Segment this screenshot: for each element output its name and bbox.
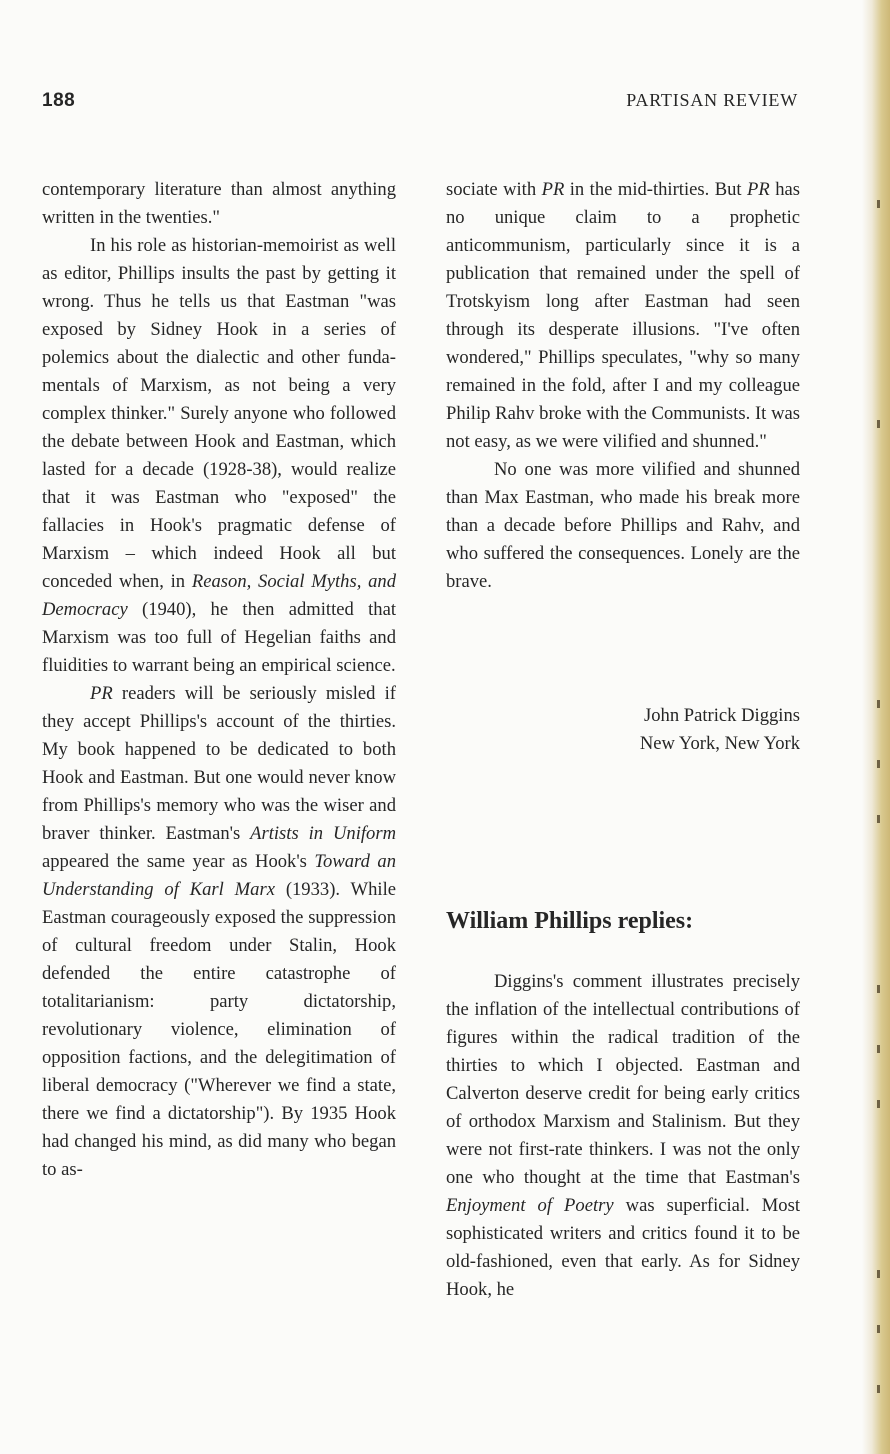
signature [446,702,800,758]
left-column [42,176,396,1184]
edge-mark [877,985,880,993]
edge-mark [877,1100,880,1108]
book-title: Artists in Uniform [250,823,396,844]
edge-mark [877,815,880,823]
text-run: (1940), he then admitted that Marxism was too full of Hegelian faiths and fluidities to warrant being an empirical science. [42,599,396,676]
page-number: 188 [42,90,76,111]
reply-heading: William Phillips replies: [446,908,694,934]
journal-abbrev: PR [541,179,565,200]
paragraph [446,968,800,1304]
edge-mark [877,1385,880,1393]
journal-abbrev: PR [747,179,770,200]
book-title: Reason, Social Myths, and Democracy [42,571,396,620]
edge-mark [877,1270,880,1278]
text-run: appeared the same year as Hook's [42,851,315,872]
book-title: Toward an Understanding of Karl Marx [42,851,396,900]
text-run: in the mid-thirties. But [564,179,748,200]
right-column [446,176,800,596]
paragraph: contemporary literature than almost anything written in the twenties." [42,179,396,228]
text-run: (1933). While Eastman courageously exposed the suppression of cultural freedom under Stalin, Hook defended the entire catastrophe of totalitarianism: party dictatorship, revolutionary violence, elimination of opposition factions, and the delegitimation of liberal democracy ("Wherever we find a state, there we find a dictatorship"). By 1935 Hook had changed his mind, as did many who began to as- [42,879,396,1180]
text-run: readers will be seriously misled if they accept Phillips's account of the thirties. My book happened to be dedicated to both Hook and Eastman. But one would never know from Phillips's memory who was the wiser and braver thinker. Eastman's [42,683,396,844]
edge-mark [877,420,880,428]
paragraph [42,680,396,1184]
paragraph: No one was more vilified and shunned than Max Eastman, who made his break more than a decade before Phillips and Rahv, and who suffered the consequences. Lonely are the brave. [446,459,800,592]
signature-place: New York, New York [639,733,800,754]
edge-mark [877,1325,880,1333]
page-edge [862,0,890,1454]
reply-body [446,968,800,1304]
text-run: sociate with [446,179,542,200]
signature-name: John Patrick Diggins [644,705,800,726]
edge-mark [877,760,880,768]
text-run: has no unique claim to a prophetic anticommunism, particularly since it is a publication that remained under the spell of Trotskyism long after Eastman had seen through its desperate illusions. "I've often wondered," Phillips speculates, "why so many remained in the fold, after I and my colleague Philip Rahv broke with the Communists. It was not easy, as we were vilified and shunned." [446,179,800,452]
text-run: In his role as historian-memoirist as well as editor, Phillips insults the past by getting it wrong. Thus he tells us that Eastman "was exposed by Sidney Hook in a series of polemics about the dialectic and other fundamentals of Marxism, as not being a very complex thinker." Surely anyone who followed the debate between Hook and Eastman, which lasted for a decade (1928-38), would realize that it was Eastman who "exposed" the fallacies in Hook's pragmatic defense of Marxism – which indeed Hook all but conceded when, in [42,235,396,592]
text-run: Diggins's comment illustrates precisely the inflation of the intellectual contributions of figures within the radical tradition of the thirties to which I objected. Eastman and Calverton deserve credit for being early critics of orthodox Marxism and Stalinism. But they were not first-rate thinkers. I was not the only one who thought at the time that Eastman's [446,971,800,1188]
journal-abbrev: PR [90,683,113,704]
running-head: PARTISAN REVIEW [626,90,798,110]
book-title: Enjoyment of Poetry [446,1195,614,1216]
text-run: was superficial. Most sophisticated writers and critics found it to be old-fashioned, even that early. As for Sidney Hook, he [446,1195,800,1300]
paragraph [446,176,800,456]
edge-mark [877,700,880,708]
edge-mark [877,200,880,208]
edge-mark [877,1045,880,1053]
paragraph [42,232,396,680]
